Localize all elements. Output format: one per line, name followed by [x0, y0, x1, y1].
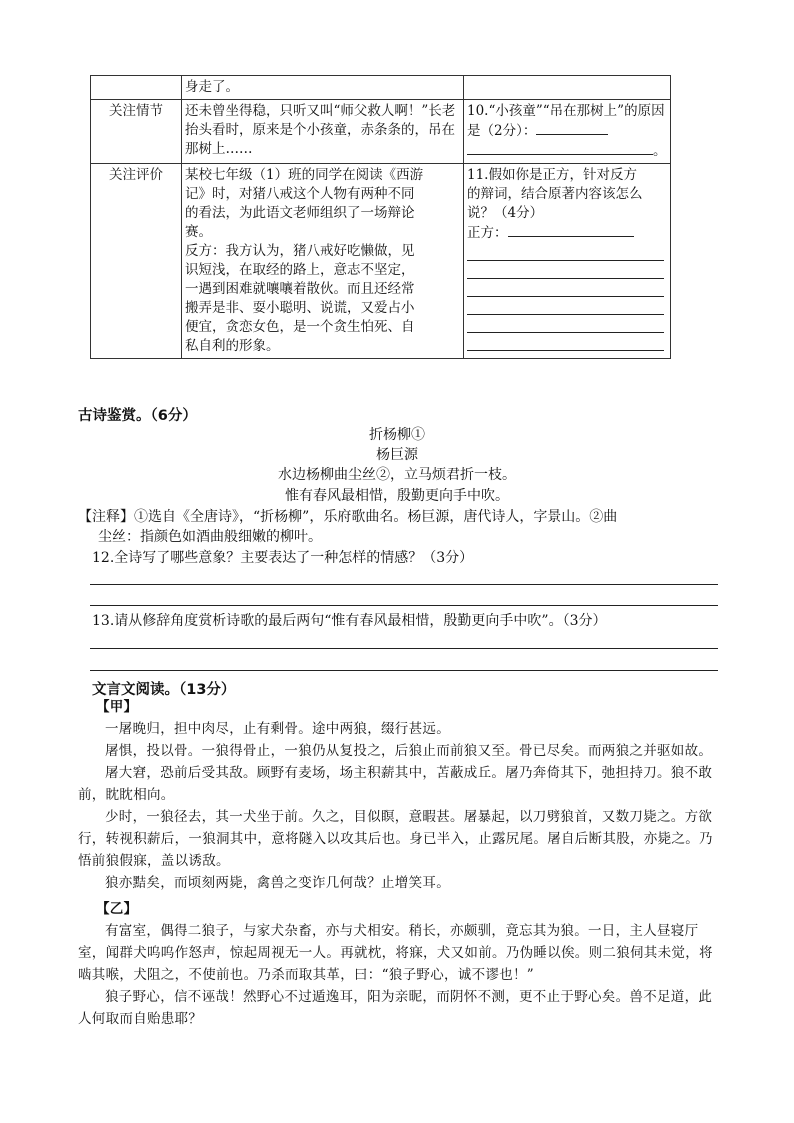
answer-label: 正方： — [467, 225, 508, 241]
poem-line: 水边杨柳曲尘丝②，立马烦君折一枝。 — [278, 467, 516, 483]
answer-line[interactable] — [467, 297, 664, 315]
answer-blank[interactable] — [508, 223, 634, 237]
row-label: 关注情节 — [91, 100, 182, 164]
passage-cell — [182, 164, 464, 359]
answer-line[interactable] — [90, 584, 718, 585]
question-11-line: 11.假如你是正方，针对反方 — [467, 167, 637, 183]
poem-note: 尘丝：指颜色如酒曲般细嫩的柳叶。 — [98, 529, 322, 545]
passage-line: 识短浅，在取经的路上，意志不坚定， — [185, 262, 415, 278]
passage-paragraph: 一屠晚归，担中肉尽，止有剩骨。途中两狼，缀行甚远。 — [105, 721, 450, 737]
question-10-text: 10.“小孩童”“吊在那树上”的原因是（2分）： — [467, 103, 665, 139]
table-row — [91, 164, 671, 359]
passage-paragraph: 狼子野心，信不诬哉！然野心不过遁逸耳，阳为亲昵，而阴怀不测，更不止于野心矣。兽不足道，此人何取而自贻患耶？ — [78, 989, 713, 1027]
poem-author: 杨巨源 — [376, 447, 418, 463]
passage-line: 记》时，对猪八戒这个人物有两种不同 — [185, 186, 415, 202]
passage-jia — [78, 718, 718, 894]
passage-paragraph: 屠大窘，恐前后受其敌。顾野有麦场，场主积薪其中，苫蔽成丘。屠乃奔倚其下，弛担持刀。狼不敢前，眈眈相向。 — [78, 765, 713, 803]
passage-label-yi: 【乙】 — [96, 901, 138, 917]
question-11-line: 的辩词，结合原著内容该怎么 — [467, 186, 643, 202]
table-row — [91, 76, 671, 100]
question-10-cell — [464, 100, 671, 164]
answer-blank[interactable] — [467, 141, 653, 155]
passage-line: 便宜，贪恋女色，是一个贪生怕死、自 — [185, 319, 415, 335]
passage-paragraph: 少时，一狼径去，其一犬坐于前。久之，目似瞑，意暇甚。屠暴起，以刀劈狼首，又数刀毙之。方欲行，转视积薪后，一狼洞其中，意将隧入以攻其后也。身已半入，止露尻尾。屠自后断其股，亦毙之。乃悟前狼假寐，盖以诱敌。 — [78, 809, 713, 869]
section-heading-classical: 文言文阅读。（13分） — [92, 682, 236, 698]
passage-line: 某校七年级（1）班的同学在阅读《西游 — [185, 167, 424, 183]
poem-line: 惟有春风最相惜，殷勤更向手中吹。 — [285, 488, 509, 504]
table-row — [91, 100, 671, 164]
passage-paragraph: 有富室，偶得二狼子，与家犬杂畜，亦与犬相安。稍长，亦颇驯，竟忘其为狼。一日，主人昼寝厅室，闻群犬呜呜作怒声，惊起周视无一人。再就枕，将寐，犬又如前。乃伪睡以俟。则二狼伺其未觉，将啮其喉，犬阻之，不使前也。乃杀而取其革，曰：“狼子野心，诚不谬也！” — [78, 923, 713, 983]
answer-line[interactable] — [467, 279, 664, 297]
poem-title: 折杨柳① — [369, 427, 425, 443]
question-13: 13.请从修辞角度赏析诗歌的最后两句“惟有春风最相惜，殷勤更向手中吹”。（3分） — [92, 613, 607, 629]
passage-line: 赛。 — [185, 224, 212, 240]
question-12: 12.全诗写了哪些意象？主要表达了一种怎样的情感？（3分） — [92, 550, 474, 566]
passage-cell: 身走了。 — [182, 76, 464, 100]
row-label: 关注评价 — [91, 164, 182, 359]
passage-line: 私自利的形象。 — [185, 338, 280, 354]
passage-paragraph: 屠惧，投以骨。一狼得骨止，一狼仍从复投之，后狼止而前狼又至。骨已尽矣。而两狼之并驱如故。 — [105, 743, 713, 759]
answer-blank[interactable] — [536, 121, 608, 135]
passage-line: 搬弄是非、耍小聪明、说谎，又爱占小 — [185, 300, 415, 316]
answer-line[interactable] — [467, 243, 664, 261]
poem-note: 【注释】①选自《全唐诗》，“折杨柳”，乐府歌曲名。杨巨源，唐代诗人，字景山。②曲 — [78, 509, 618, 525]
question-table — [90, 75, 671, 359]
answer-line[interactable] — [467, 333, 664, 351]
passage-cell: 还未曾坐得稳，只听又叫“师父救人啊！”长老抬头看时，原来是个小孩童，赤条条的，吊在那树上…… — [182, 100, 464, 164]
answer-line[interactable] — [90, 648, 718, 649]
answer-line[interactable] — [467, 315, 664, 333]
answer-line[interactable] — [467, 261, 664, 279]
answer-line[interactable] — [90, 670, 718, 671]
passage-line: 一遇到困难就嚷嚷着散伙。而且还经常 — [185, 281, 415, 297]
question-10-end: 。 — [653, 143, 667, 159]
passage-line: 的看法，为此语文老师组织了一场辩论 — [185, 205, 415, 221]
section-heading-poem: 古诗鉴赏。（6分） — [78, 408, 197, 424]
question-11-line: 说？（4分） — [467, 205, 544, 221]
passage-yi — [78, 920, 718, 1030]
passage-line: 反方：我方认为，猪八戒好吃懒做，见 — [185, 243, 415, 259]
passage-label-jia: 【甲】 — [96, 699, 138, 715]
passage-paragraph: 狼亦黠矣，而顷刻两毙，禽兽之变诈几何哉？止增笑耳。 — [105, 875, 450, 891]
answer-line[interactable] — [90, 605, 718, 606]
question-11-cell — [464, 164, 671, 359]
